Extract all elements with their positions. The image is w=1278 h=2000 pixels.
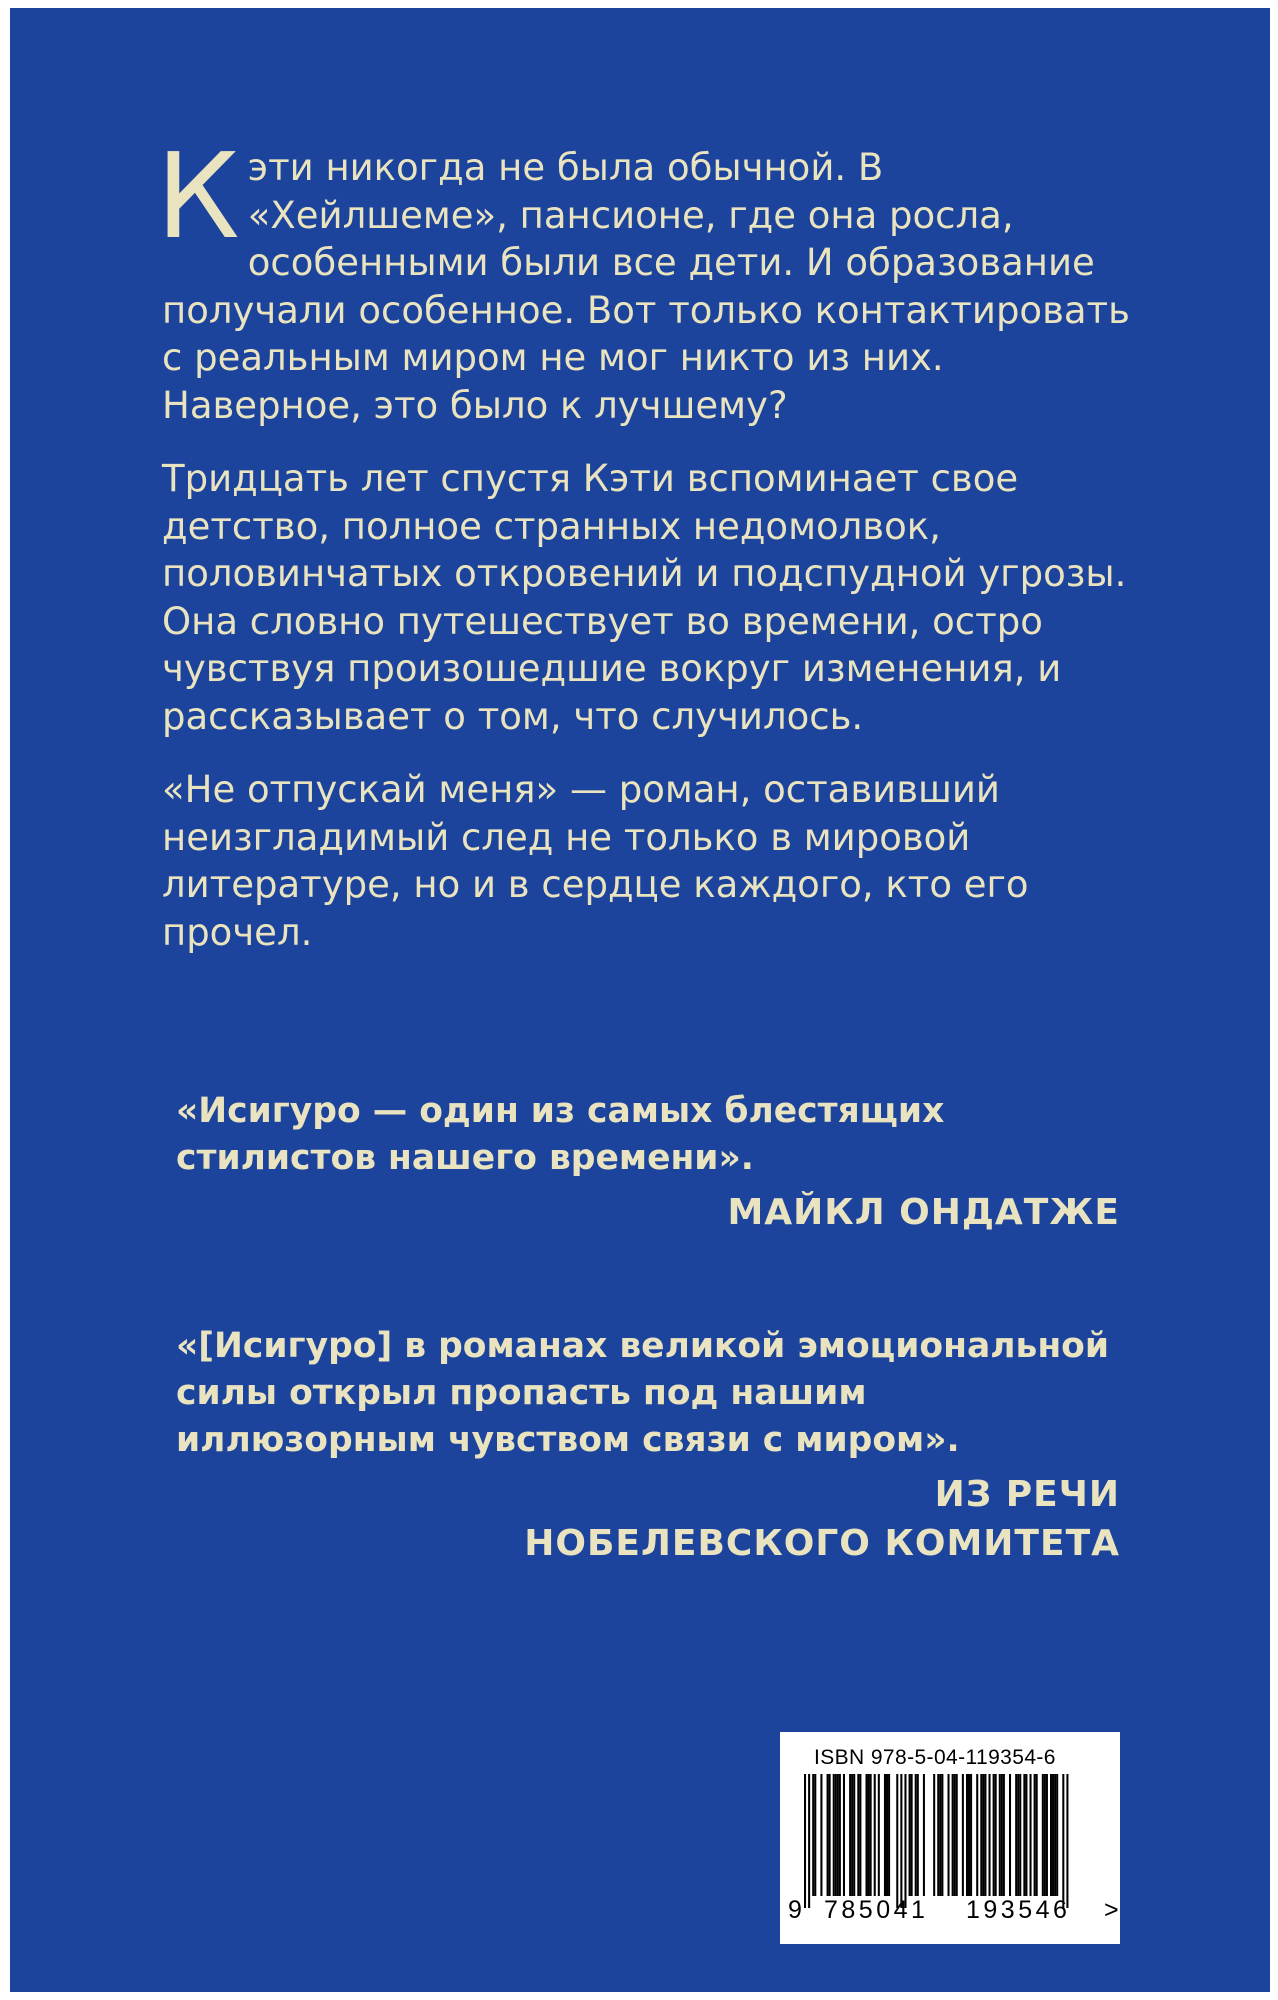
- barcode-bar: [843, 1774, 845, 1896]
- isbn-barcode-box: [780, 1732, 1120, 1944]
- barcode-bar: [859, 1774, 861, 1896]
- barcode-bar: [1062, 1774, 1064, 1908]
- barcode-bar: [1034, 1774, 1036, 1896]
- barcode-bar: [1003, 1774, 1005, 1896]
- barcode-bar: [941, 1774, 943, 1896]
- barcode-bar: [915, 1774, 917, 1896]
- barcode-bar: [1054, 1774, 1056, 1896]
- barcode-bar: [900, 1774, 902, 1908]
- barcode-bar: [1056, 1774, 1058, 1896]
- barcode-bar: [874, 1774, 876, 1896]
- barcode-bar: [1009, 1774, 1011, 1896]
- review-quote-1: [176, 1088, 1120, 1237]
- barcode-bar: [939, 1774, 941, 1896]
- barcode-bar: [954, 1774, 956, 1896]
- barcode-bar: [857, 1774, 859, 1896]
- barcode-bar: [835, 1774, 837, 1896]
- barcode-bar: [984, 1774, 986, 1896]
- review-quote-2: [176, 1323, 1120, 1568]
- barcode-bar: [968, 1774, 970, 1896]
- review-quote-2-author-line-2: НОБЕЛЕВСКОГО КОМИТЕТА: [524, 1523, 1120, 1564]
- barcode-bar: [1017, 1774, 1019, 1896]
- barcode-bar: [1030, 1774, 1032, 1896]
- barcode-bar: [909, 1774, 911, 1896]
- barcode-bar: [886, 1774, 888, 1896]
- barcode-bar: [833, 1774, 835, 1896]
- barcode-bar: [814, 1774, 816, 1896]
- review-quote-1-author: МАЙКЛ ОНДАТЖЕ: [727, 1192, 1120, 1233]
- barcode-bar: [956, 1774, 958, 1896]
- barcode-bar: [1042, 1774, 1044, 1896]
- barcode-bar: [966, 1774, 968, 1896]
- barcode-digits-group-2: 193546: [966, 1896, 1071, 1924]
- barcode-bars-icon: [804, 1774, 1100, 1908]
- barcode-bar: [995, 1774, 997, 1896]
- barcode-quiet-zone-mark: >: [1104, 1896, 1119, 1924]
- barcode-bar: [976, 1774, 978, 1896]
- barcode-bar: [839, 1774, 841, 1896]
- drop-cap-letter: К: [156, 127, 240, 265]
- barcode-bar: [870, 1774, 872, 1896]
- barcode-bar: [1066, 1774, 1068, 1908]
- barcode-bar: [851, 1774, 853, 1896]
- barcode-bar: [923, 1774, 925, 1896]
- review-quote-1-text: «Исигуро — один из самых блестящих стилистов нашего времени».: [176, 1091, 945, 1178]
- isbn-number: ISBN 978-5-04-119354-6: [814, 1746, 1056, 1769]
- barcode-bar: [1025, 1774, 1027, 1896]
- barcode-bar: [884, 1774, 886, 1896]
- barcode-bar: [970, 1774, 972, 1896]
- barcode-bar: [866, 1774, 868, 1896]
- barcode-bar: [1044, 1774, 1046, 1896]
- book-back-cover: [10, 8, 1270, 1992]
- barcode-bar: [888, 1774, 890, 1896]
- barcode-bar: [911, 1774, 913, 1896]
- barcode-bar: [952, 1774, 954, 1896]
- blurb-paragraph-1-text: эти никогда не была обычной. В «Хейлшеме», пансионе, где она росла, особенными были все дети. И образование получали особенное. Вот только контактировать с реальным миром не мог никто из них. Наверное, это было к лучшему?: [162, 146, 1130, 427]
- barcode-bar: [993, 1774, 995, 1896]
- blurb-paragraph-1: [156, 127, 1152, 429]
- blurb-text: [156, 127, 1152, 982]
- barcode-bar: [804, 1774, 806, 1908]
- barcode-bar: [1015, 1774, 1017, 1896]
- barcode-digits: [788, 1896, 1119, 1925]
- barcode-bar: [812, 1774, 814, 1896]
- barcode-bar: [989, 1774, 991, 1896]
- barcode-bar: [904, 1774, 906, 1908]
- barcode-bar: [982, 1774, 984, 1896]
- blurb-paragraph-3: «Не отпускай меня» — роман, оставивший неизгладимый след не только в мировой литературе, но и в сердце каждого, кто его прочел.: [162, 768, 1029, 954]
- barcode-bar: [937, 1774, 939, 1896]
- barcode-bar: [878, 1774, 880, 1896]
- barcode-bar: [999, 1774, 1001, 1896]
- barcode-bar: [1023, 1774, 1025, 1896]
- barcode-bar: [962, 1774, 964, 1896]
- barcode-bar: [1036, 1774, 1038, 1896]
- barcode-digit-first: 9: [788, 1896, 802, 1924]
- blurb-paragraph-2: Тридцать лет спустя Кэти вспоминает свое детство, полное странных недомолвок, половинчатых откровений и подспудной угрозы. Она словно путешествует во времени, остро чувствуя произошедшие вокруг изменения, и рассказывает о том, что случилось.: [162, 457, 1127, 738]
- barcode-bar: [917, 1774, 919, 1896]
- barcode-bar: [980, 1774, 982, 1896]
- barcode-bar: [827, 1774, 829, 1896]
- barcode-bar: [837, 1774, 839, 1896]
- barcode-bar: [1052, 1774, 1054, 1896]
- barcode-digits-group-1: 785041: [824, 1896, 929, 1924]
- barcode-bar: [849, 1774, 851, 1896]
- barcode-bar: [808, 1774, 810, 1908]
- barcode-bar: [933, 1774, 935, 1896]
- barcode-bar: [896, 1774, 898, 1908]
- barcode-bar: [1001, 1774, 1003, 1896]
- barcode-bar: [1050, 1774, 1052, 1896]
- barcode-bar: [853, 1774, 855, 1896]
- barcode-bar: [1019, 1774, 1021, 1896]
- barcode-bar: [829, 1774, 831, 1896]
- barcode-bar: [820, 1774, 822, 1896]
- barcode-bar: [948, 1774, 950, 1896]
- barcode-bar: [868, 1774, 870, 1896]
- review-quote-2-text: «[Исигуро] в романах великой эмоциональной силы открыл пропасть под нашим иллюзорным чувством связи с миром».: [176, 1326, 1110, 1460]
- review-quote-2-author-line-1: ИЗ РЕЧИ: [934, 1474, 1120, 1515]
- barcode-bar: [1046, 1774, 1048, 1896]
